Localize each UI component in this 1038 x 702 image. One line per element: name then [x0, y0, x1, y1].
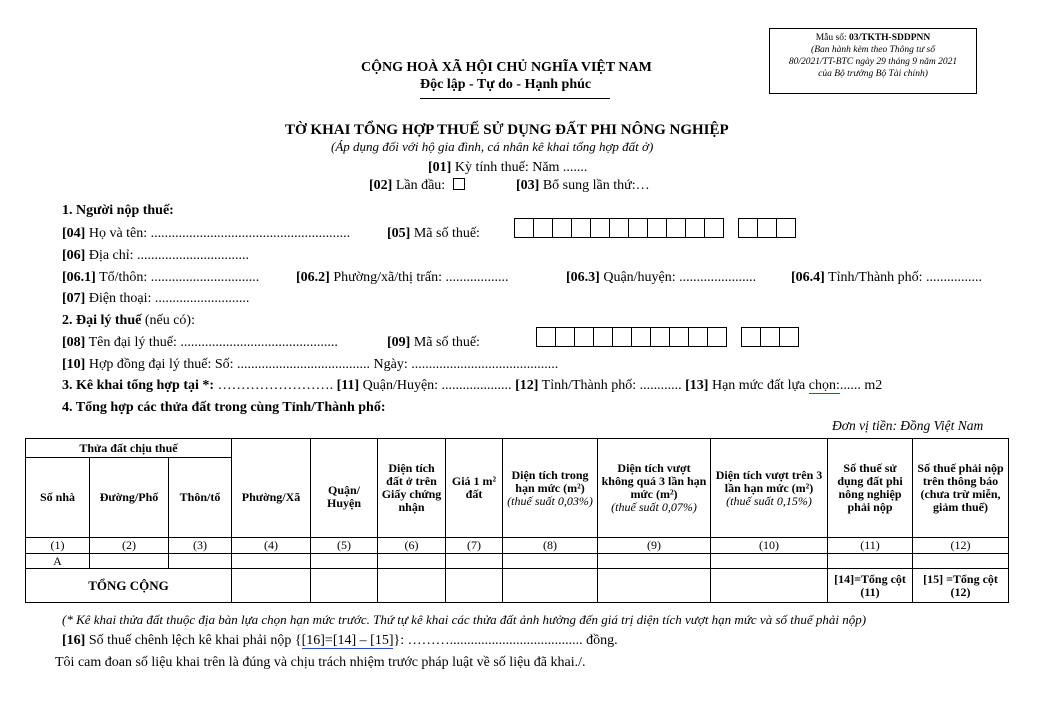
total-label: TỔNG CỘNG — [26, 569, 232, 603]
field-11-code: [11] — [336, 378, 360, 393]
col-num: (4) — [232, 538, 311, 554]
section2-title — [62, 313, 195, 329]
col-duong: Đường/Phố — [90, 458, 169, 538]
motto-divider — [420, 98, 610, 99]
total-15[interactable]: [15] =Tổng cột (12) — [913, 569, 1009, 603]
table-cell[interactable] — [378, 554, 446, 569]
column-number-row — [26, 538, 1009, 554]
table-cell[interactable] — [169, 554, 232, 569]
field-02 — [369, 178, 465, 194]
currency-unit: Đơn vị tiền: Đồng Việt Nam — [832, 418, 984, 433]
field-06[interactable] — [62, 248, 249, 264]
col-trong-han-muc — [503, 439, 598, 538]
tax-id-boxes[interactable] — [515, 218, 796, 238]
field-06-1-label: Tổ/thôn: ............................... — [95, 270, 260, 285]
col-quan: Quận/ Huyện — [311, 458, 378, 538]
table-cell[interactable] — [828, 554, 913, 569]
table-cell[interactable] — [503, 554, 598, 569]
table-cell[interactable] — [232, 554, 311, 569]
empty-header-cell — [232, 439, 311, 458]
col-tren-3 — [711, 439, 828, 538]
commitment: Tôi cam đoan số liệu khai trên là đúng và chịu trách nhiệm trước pháp luật về số liệu đã khai./. — [55, 655, 586, 670]
field-03 — [516, 178, 650, 194]
form-title: TỜ KHAI TỔNG HỢP THUẾ SỬ DỤNG ĐẤT PHI NÔNG NGHIỆP — [285, 122, 729, 138]
form-code-prefix: Mẫu số: — [815, 33, 849, 43]
field-06-label: Địa chỉ: ................................ — [85, 248, 250, 263]
col-phuong: Phường/Xã — [232, 458, 311, 538]
field-01 — [428, 160, 587, 176]
field-06-1-code: [06.1] — [62, 270, 96, 285]
field-04-label: Họ và tên: ......................................................... — [85, 226, 351, 241]
field-06-4-code: [06.4] — [791, 270, 825, 285]
field-08[interactable] — [62, 335, 338, 351]
field-06-4[interactable] — [791, 270, 982, 286]
table-cell — [503, 569, 598, 603]
footnote: (* Kê khai thửa đất thuộc địa bàn lựa chọn hạn mức trước. Thứ tự kê khai các thửa đất ảnh hưởng đến giá trị diện tích vượt hạn mức và số thuế phải nộp) — [62, 612, 867, 627]
section2-title-suffix: (nếu có): — [141, 313, 195, 328]
col-vuot-3 — [598, 439, 711, 538]
form-code: 03/TKTH-SDDPNN — [848, 33, 931, 43]
field-09-code: [09] — [387, 335, 411, 350]
col-num: (6) — [378, 538, 446, 554]
field-06-2-code: [06.2] — [296, 270, 330, 285]
section3-line — [62, 378, 882, 394]
form-code-box — [769, 28, 977, 94]
field-08-label: Tên đại lý thuế: ............................................. — [85, 335, 338, 350]
table-cell[interactable] — [90, 554, 169, 569]
field-06-3-label: Quận/huyện: ...................... — [599, 270, 757, 285]
field-06-1[interactable] — [62, 270, 259, 286]
motto: Độc lập - Tự do - Hạnh phúc — [420, 77, 592, 92]
first-time-checkbox[interactable] — [453, 178, 465, 190]
form-issue-line3: của Bộ trưởng Bộ Tài chính) — [818, 69, 928, 79]
field-04-code: [04] — [62, 226, 86, 241]
col-trong-han-muc-rate: (thuế suất 0,03%) — [507, 493, 593, 508]
col-trong-han-muc-label: Diện tích trong hạn mức (m²) — [511, 467, 589, 495]
field-07[interactable] — [62, 291, 249, 307]
field-01-label: Kỳ tính thuế: Năm ....... — [451, 160, 588, 175]
field-09 — [387, 335, 480, 351]
form-issue-line1: (Ban hành kèm theo Thông tư số — [811, 45, 935, 55]
total-14[interactable]: [14]=Tổng cột (11) — [828, 569, 913, 603]
table-cell[interactable] — [598, 554, 711, 569]
section3-dots: ……………………. — [214, 378, 334, 393]
field-10[interactable] — [62, 357, 558, 373]
section1-title: 1. Người nộp thuế: — [62, 203, 174, 218]
field-16-tail: }: ………...................................... đồng. — [393, 633, 618, 648]
field-11-label: Quận/Huyện: .................... — [359, 378, 512, 393]
field-13-tail: ...... m2 — [839, 378, 883, 393]
col-num: (11) — [828, 538, 913, 554]
col-so-nha: Số nhà — [26, 458, 90, 538]
table-cell — [378, 569, 446, 603]
col-vuot-3-rate: (thuế suất 0,07%) — [611, 500, 697, 514]
table-cell — [711, 569, 828, 603]
col-num: (8) — [503, 538, 598, 554]
field-16-formula: [16]=[14] – [15] — [301, 633, 394, 648]
table-cell — [311, 569, 378, 603]
col-num: (1) — [26, 538, 90, 554]
field-05 — [387, 226, 480, 242]
col-so-thue-phai-nop: Số thuế phải nộp trên thông báo (chưa trừ miễn, giảm thuế) — [913, 439, 1009, 538]
field-12-label: Tỉnh/Thành phố: ............ — [538, 378, 682, 393]
field-07-code: [07] — [62, 291, 86, 306]
field-16-code: [16] — [62, 633, 86, 648]
form-issue-line2: 80/2021/TT-BTC ngày 29 tháng 9 năm 2021 — [788, 57, 958, 67]
field-13-chon: chọn: — [808, 378, 840, 393]
row-a-label: A — [26, 554, 90, 569]
col-num: (12) — [913, 538, 1009, 554]
col-so-thue-su-dung: Số thuế sử dụng đất phi nông nghiệp phải nộp — [828, 439, 913, 538]
field-06-3-code: [06.3] — [566, 270, 600, 285]
col-num: (9) — [598, 538, 711, 554]
col-vuot-3-label: Diện tích vượt không quá 3 lần hạn mức (m²) — [601, 461, 707, 501]
section2-title-text: 2. Đại lý thuế — [62, 313, 142, 328]
field-13-code: [13] — [685, 378, 709, 393]
field-03-label: Bổ sung lần thứ:… — [539, 178, 650, 193]
group-header-thua-dat: Thửa đất chịu thuế — [26, 439, 232, 458]
col-num: (7) — [446, 538, 503, 554]
field-06-4-label: Tỉnh/Thành phố: ................ — [824, 270, 983, 285]
col-thon: Thôn/tổ — [169, 458, 232, 538]
field-12-code: [12] — [515, 378, 539, 393]
empty-header-cell — [311, 439, 378, 458]
col-tren-3-rate: (thuế suất 0,15%) — [726, 493, 812, 508]
col-num: (2) — [90, 538, 169, 554]
table-cell[interactable] — [446, 554, 503, 569]
section4-title: 4. Tổng hợp các thửa đất trong cùng Tỉnh/Thành phố: — [62, 400, 386, 415]
field-02-code: [02] — [369, 178, 393, 193]
table-cell[interactable] — [913, 554, 1009, 569]
field-01-code: [01] — [428, 160, 452, 175]
section3-title: 3. Kê khai tổng hợp tại *: — [62, 378, 215, 393]
field-08-code: [08] — [62, 335, 86, 350]
field-10-code: [10] — [62, 357, 86, 372]
field-06-2[interactable] — [296, 270, 509, 286]
field-06-code: [06] — [62, 248, 86, 263]
field-09-label: Mã số thuế: — [410, 335, 480, 350]
field-16 — [62, 633, 618, 649]
table-row[interactable] — [26, 554, 1009, 569]
field-06-3[interactable] — [566, 270, 756, 286]
field-10-label: Hợp đồng đại lý thuế: Số: ...................................... Ngày: .......................................... — [85, 357, 559, 372]
nation-title: CỘNG HOÀ XÃ HỘI CHỦ NGHĨA VIỆT NAM — [361, 60, 652, 75]
col-num: (10) — [711, 538, 828, 554]
table-cell — [446, 569, 503, 603]
field-03-code: [03] — [516, 178, 540, 193]
table-cell — [598, 569, 711, 603]
col-num: (3) — [169, 538, 232, 554]
field-04[interactable] — [62, 226, 350, 242]
field-07-label: Điện thoại: ........................... — [85, 291, 250, 306]
table-cell[interactable] — [311, 554, 378, 569]
table-cell — [232, 569, 311, 603]
agent-tax-id-boxes[interactable] — [537, 327, 799, 347]
col-tren-3-label: Diện tích vượt trên 3 lần hạn mức (m²) — [715, 467, 823, 495]
field-06-2-label: Phường/xã/thị trấn: .................. — [329, 270, 509, 285]
col-num: (5) — [311, 538, 378, 554]
total-row — [26, 569, 1009, 603]
field-16-label: Số thuế chênh lệch kê khai phải nộp { — [85, 633, 302, 648]
field-13-label: Hạn mức đất lựa — [708, 378, 809, 393]
field-02-label: Lần đầu: — [392, 178, 446, 193]
col-dien-tich: Diện tích đất ở trên Giấy chứng nhận — [378, 439, 446, 538]
land-summary-table — [25, 438, 1009, 603]
field-05-code: [05] — [387, 226, 411, 241]
col-gia: Giá 1 m² đất — [446, 439, 503, 538]
form-subtitle: (Áp dụng đối với hộ gia đình, cá nhân kê khai tổng hợp đất ở) — [331, 139, 654, 154]
table-cell[interactable] — [711, 554, 828, 569]
field-05-label: Mã số thuế: — [410, 226, 480, 241]
